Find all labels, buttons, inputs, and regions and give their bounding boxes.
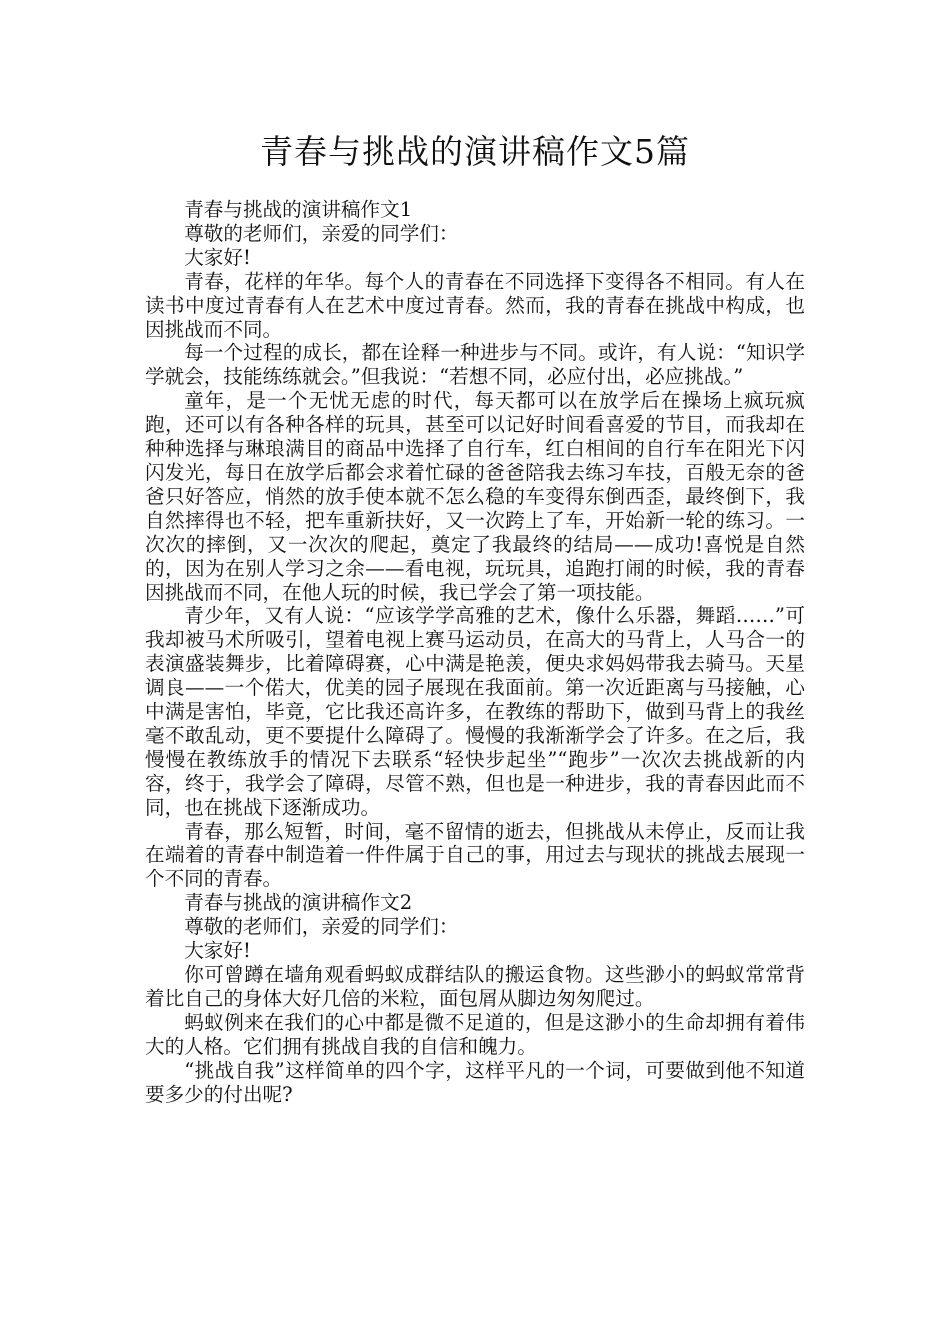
paragraph: 青少年，又有人说：“应该学学高雅的艺术，像什么乐器，舞蹈……”可我却被马术所吸引，望着电视上赛马运动员，在高大的马背上，人马合一的表演盛装舞步，比着障碍赛，心中满是艳羡，便央求妈妈带我去骑马。天星调良——一个偌大，优美的园子展现在我面前。第一次近距离与马接触，心中满是害怕，毕竟，它比我还高许多，在教练的帮助下，做到马背上的我丝毫不敢乱动，更不要提什么障碍了。慢慢的我渐渐学会了许多。在之后，我慢慢在教练放手的情况下去联系“轻快步起坐”“跑步”一次次去挑战新的内容，终于，我学会了障碍，尽管不熟，但也是一种进步，我的青春因此而不同，也在挑战下逐渐成功。 bbox=[145, 604, 805, 819]
essay-2-heading: 青春与挑战的演讲稿作文2 bbox=[184, 891, 413, 915]
greeting: 大家好! bbox=[184, 245, 251, 269]
paragraph: 童年，是一个无忧无虑的时代，每天都可以在放学后在操场上疯玩疯跑，还可以有各种各样的玩具，甚至可以记好时间看喜爱的节目，而我却在种种选择与琳琅满目的商品中选择了自行车，红白相间的自行车在阳光下闪闪发光，每日在放学后都会求着忙碌的爸爸陪我去练习车技，百般无奈的爸爸只好答应，悄然的放手使本就不怎么稳的车变得东倒西歪，最终倒下，我自然摔得也不轻，把车重新扶好，又一次跨上了车，开始新一轮的练习。一次次的摔倒，又一次次的爬起，奠定了我最终的结局——成功!喜悦是自然的，因为在别人学习之余——看电视，玩玩具，追跑打闹的时候，我的青春因挑战而不同，在他人玩的时候，我已学会了第一项技能。 bbox=[145, 389, 805, 604]
essay-1-heading: 青春与挑战的演讲稿作文1 bbox=[184, 198, 413, 221]
salutation: 尊敬的老师们，亲爱的同学们： bbox=[184, 915, 459, 939]
paragraph: 青春，花样的年华。每个人的青春在不同选择下变得各不相同。有人在读书中度过青春有人在艺术中度过青春。然而，我的青春在挑战中构成，也因挑战而不同。 bbox=[145, 269, 805, 341]
document-title: 青春与挑战的演讲稿作文5篇 bbox=[260, 132, 690, 171]
paragraph: “挑战自我”这样简单的四个字，这样平凡的一个词，可要做到他不知道要多少的付出呢? bbox=[145, 1058, 805, 1106]
paragraph: 每一个过程的成长，都在诠释一种进步与不同。或许，有人说：“知识学学就会，技能练练就会。”但我说：“若想不同，必应付出，必应挑战。” bbox=[145, 341, 805, 389]
greeting: 大家好! bbox=[184, 939, 251, 963]
document-page bbox=[145, 128, 805, 1106]
paragraph: 青春，那么短暂，时间，毫不留情的逝去，但挑战从未停止，反而让我在端着的青春中制造着一件件属于自己的事，用过去与现状的挑战去展现一个不同的青春。 bbox=[145, 819, 805, 891]
paragraph: 你可曾蹲在墙角观看蚂蚁成群结队的搬运食物。这些渺小的蚂蚁常常背着比自己的身体大好几倍的米粒，面包屑从脚边匆匆爬过。 bbox=[145, 963, 805, 1010]
salutation: 尊敬的老师们，亲爱的同学们： bbox=[184, 221, 459, 245]
paragraph: 蚂蚁例来在我们的心中都是微不足道的，但是这渺小的生命却拥有着伟大的人格。它们拥有挑战自我的自信和魄力。 bbox=[145, 1010, 805, 1058]
